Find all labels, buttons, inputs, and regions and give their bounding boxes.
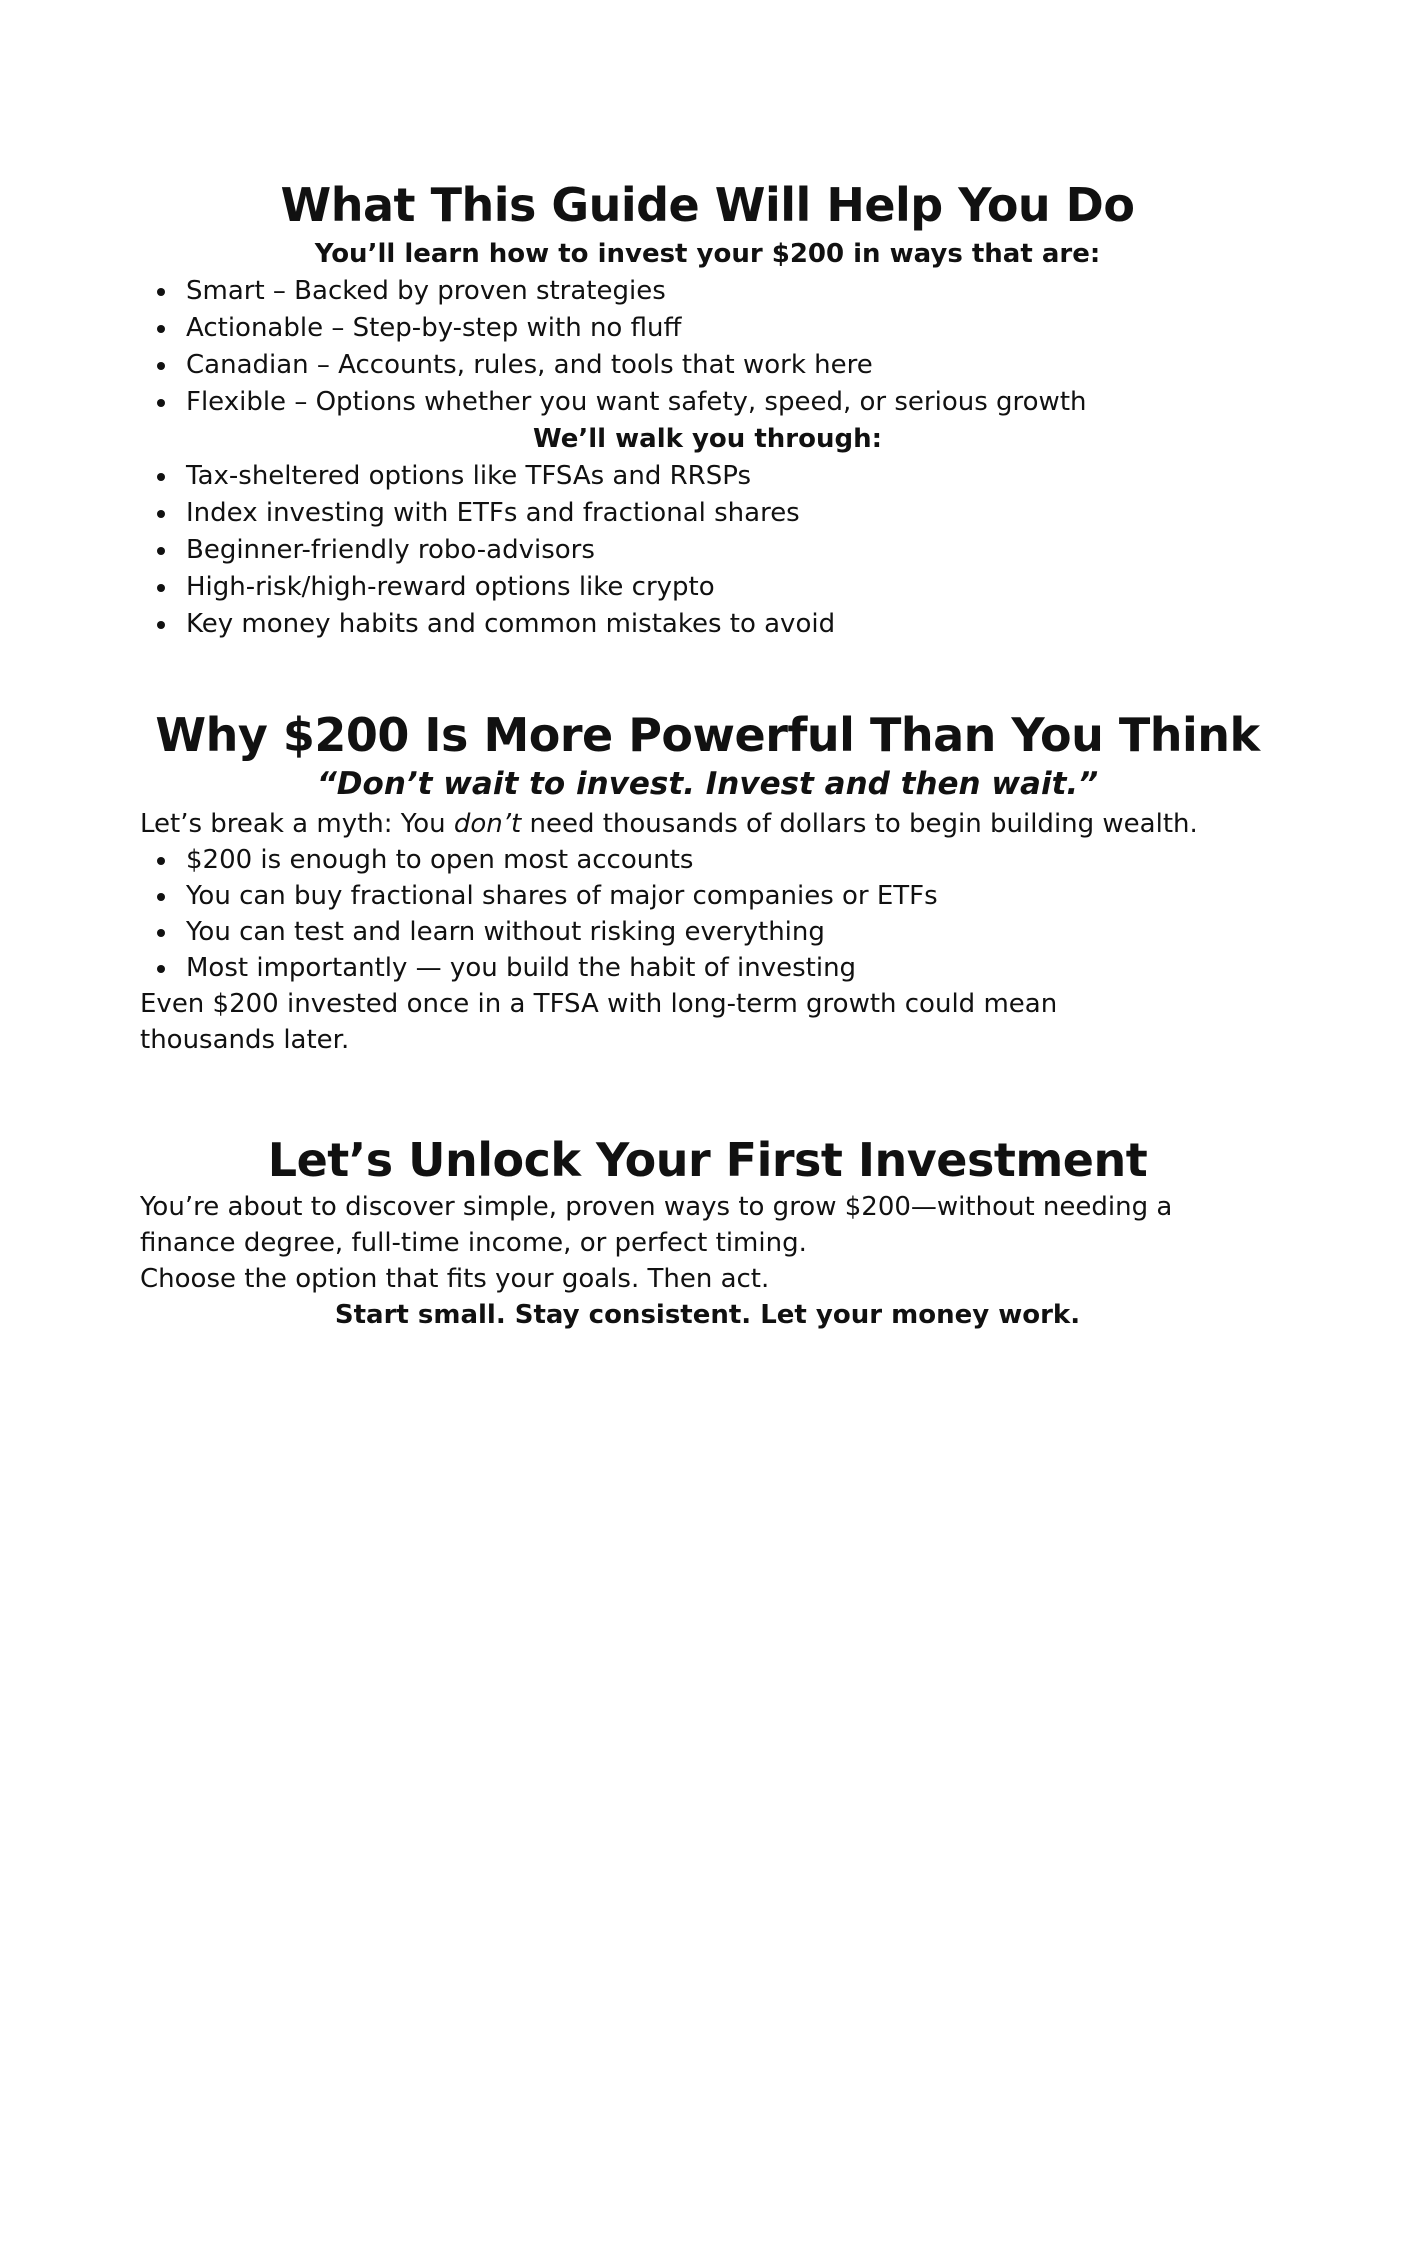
- choose-paragraph: Choose the option that fits your goals. Then act.: [140, 1264, 770, 1294]
- list-item: You can test and learn without risking everything: [186, 914, 1275, 950]
- section-title-unlock: Let’s Unlock Your First Investment: [267, 1133, 1148, 1187]
- myth-suffix: need thousands of dollars to begin building wealth.: [521, 809, 1198, 839]
- section-title-guide: What This Guide Will Help You Do: [280, 178, 1135, 232]
- myth-prefix: Let’s break a myth: You: [140, 809, 454, 839]
- points-list: [140, 842, 1275, 986]
- list-item: Actionable – Step-by-step with no fluff: [186, 310, 1275, 347]
- section-guide-overview: [140, 178, 1275, 643]
- myth-paragraph: [140, 806, 1275, 842]
- myth-emphasis: don’t: [453, 809, 522, 839]
- list-item: You can buy fractional shares of major companies or ETFs: [186, 878, 1275, 914]
- walkthrough-heading: We’ll walk you through:: [533, 424, 882, 454]
- section-unlock: [140, 1133, 1275, 1333]
- qualities-list: [140, 273, 1275, 421]
- list-item: Flexible – Options whether you want safety, speed, or serious growth: [186, 384, 1275, 421]
- quote: “Don’t wait to invest. Invest and then wait.”: [316, 766, 1099, 802]
- list-item: $200 is enough to open most accounts: [186, 842, 1275, 878]
- discover-paragraph: You’re about to discover simple, proven ways to grow $200—without needing a finance degree, full-time income, or perfect timing.: [140, 1192, 1173, 1258]
- list-item: High-risk/high-reward options like crypto: [186, 569, 1275, 606]
- topics-list: [140, 458, 1275, 643]
- list-item: Canadian – Accounts, rules, and tools that work here: [186, 347, 1275, 384]
- section-title-why: Why $200 Is More Powerful Than You Think: [155, 708, 1260, 762]
- list-item: Smart – Backed by proven strategies: [186, 273, 1275, 310]
- list-item: Tax-sheltered options like TFSAs and RRSPs: [186, 458, 1275, 495]
- list-item: Key money habits and common mistakes to avoid: [186, 606, 1275, 643]
- section-why-200: [140, 708, 1275, 1058]
- list-item: Index investing with ETFs and fractional shares: [186, 495, 1275, 532]
- guide-intro: You’ll learn how to invest your $200 in ways that are:: [314, 239, 1101, 269]
- closing-paragraph: Even $200 invested once in a TFSA with long-term growth could mean thousands later.: [140, 989, 1058, 1055]
- tagline: Start small. Stay consistent. Let your money work.: [334, 1300, 1081, 1330]
- list-item: Most importantly — you build the habit of investing: [186, 950, 1275, 986]
- list-item: Beginner-friendly robo-advisors: [186, 532, 1275, 569]
